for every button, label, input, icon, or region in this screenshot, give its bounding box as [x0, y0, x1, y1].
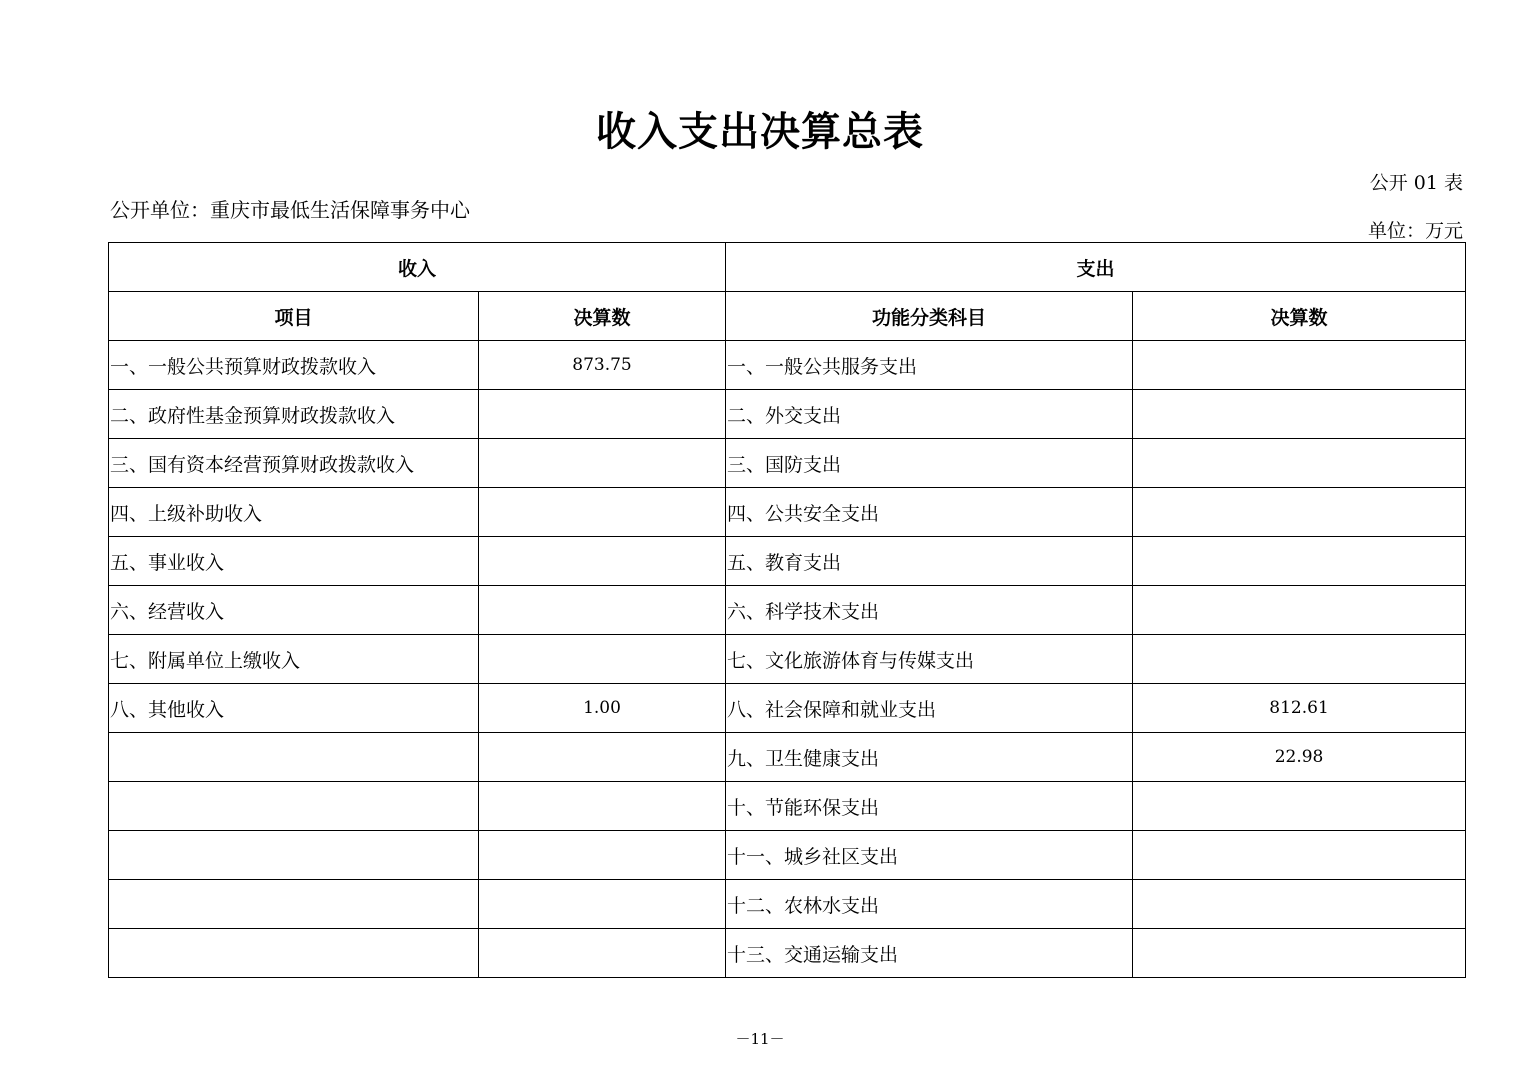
- column-header-income-amount: 决算数: [479, 292, 726, 341]
- income-item-cell: 二、政府性基金预算财政拨款收入: [109, 390, 479, 439]
- expense-item-cell: 七、文化旅游体育与传媒支出: [726, 635, 1133, 684]
- income-amount-cell: [479, 635, 726, 684]
- table-row: [109, 782, 1466, 831]
- income-item-cell: 七、附属单位上缴收入: [109, 635, 479, 684]
- table-row: [109, 488, 1466, 537]
- expense-amount-cell: 22.98: [1133, 733, 1466, 782]
- income-item-cell: 六、经营收入: [109, 586, 479, 635]
- table-row: [109, 586, 1466, 635]
- expense-item-cell: 五、教育支出: [726, 537, 1133, 586]
- budget-summary-table: [108, 242, 1466, 978]
- income-item-cell: 三、国有资本经营预算财政拨款收入: [109, 439, 479, 488]
- income-item-cell: 五、事业收入: [109, 537, 479, 586]
- table-row: [109, 439, 1466, 488]
- table-row: [109, 880, 1466, 929]
- expense-amount-cell: [1133, 341, 1466, 390]
- expense-item-cell: 三、国防支出: [726, 439, 1133, 488]
- expense-amount-cell: [1133, 831, 1466, 880]
- table-row: [109, 537, 1466, 586]
- income-amount-cell: [479, 488, 726, 537]
- income-amount-cell: [479, 390, 726, 439]
- income-item-cell: [109, 831, 479, 880]
- table-row: [109, 684, 1466, 733]
- expense-amount-cell: 812.61: [1133, 684, 1466, 733]
- expense-amount-cell: [1133, 439, 1466, 488]
- table-row: [109, 831, 1466, 880]
- column-header-function: 功能分类科目: [726, 292, 1133, 341]
- expense-item-cell: 六、科学技术支出: [726, 586, 1133, 635]
- expense-amount-cell: [1133, 488, 1466, 537]
- table-row: [109, 341, 1466, 390]
- expense-section-header: 支出: [726, 243, 1466, 292]
- income-item-cell: [109, 733, 479, 782]
- expense-amount-cell: [1133, 635, 1466, 684]
- column-header-item: 项目: [109, 292, 479, 341]
- table-row: [109, 635, 1466, 684]
- income-item-cell: 一、一般公共预算财政拨款收入: [109, 341, 479, 390]
- income-amount-cell: [479, 439, 726, 488]
- page-number: －11－: [735, 1030, 785, 1048]
- income-item-cell: 八、其他收入: [109, 684, 479, 733]
- income-amount-cell: 873.75: [479, 341, 726, 390]
- expense-item-cell: 九、卫生健康支出: [726, 733, 1133, 782]
- table-number: 公开 01 表: [1369, 172, 1463, 194]
- expense-amount-cell: [1133, 929, 1466, 978]
- table-row: [109, 390, 1466, 439]
- income-item-cell: 四、上级补助收入: [109, 488, 479, 537]
- document-title: 收入支出决算总表: [596, 108, 924, 155]
- header-row-columns: [109, 292, 1466, 341]
- expense-amount-cell: [1133, 390, 1466, 439]
- income-amount-cell: [479, 537, 726, 586]
- income-amount-cell: [479, 880, 726, 929]
- table-row: [109, 733, 1466, 782]
- column-header-expense-amount: 决算数: [1133, 292, 1466, 341]
- income-item-cell: [109, 782, 479, 831]
- income-item-cell: [109, 929, 479, 978]
- expense-item-cell: 二、外交支出: [726, 390, 1133, 439]
- income-amount-cell: [479, 733, 726, 782]
- expense-amount-cell: [1133, 880, 1466, 929]
- income-item-cell: [109, 880, 479, 929]
- expense-item-cell: 十、节能环保支出: [726, 782, 1133, 831]
- income-amount-cell: [479, 586, 726, 635]
- expense-amount-cell: [1133, 586, 1466, 635]
- header-row-sections: [109, 243, 1466, 292]
- expense-item-cell: 十三、交通运输支出: [726, 929, 1133, 978]
- expense-amount-cell: [1133, 782, 1466, 831]
- expense-item-cell: 四、公共安全支出: [726, 488, 1133, 537]
- expense-item-cell: 八、社会保障和就业支出: [726, 684, 1133, 733]
- income-amount-cell: [479, 831, 726, 880]
- reporting-unit: 公开单位：重庆市最低生活保障事务中心: [110, 198, 470, 222]
- expense-amount-cell: [1133, 537, 1466, 586]
- income-amount-cell: 1.00: [479, 684, 726, 733]
- income-amount-cell: [479, 929, 726, 978]
- income-amount-cell: [479, 782, 726, 831]
- expense-item-cell: 十二、农林水支出: [726, 880, 1133, 929]
- table-row: [109, 929, 1466, 978]
- expense-item-cell: 十一、城乡社区支出: [726, 831, 1133, 880]
- currency-unit: 单位：万元: [1367, 220, 1463, 242]
- income-section-header: 收入: [109, 243, 726, 292]
- expense-item-cell: 一、一般公共服务支出: [726, 341, 1133, 390]
